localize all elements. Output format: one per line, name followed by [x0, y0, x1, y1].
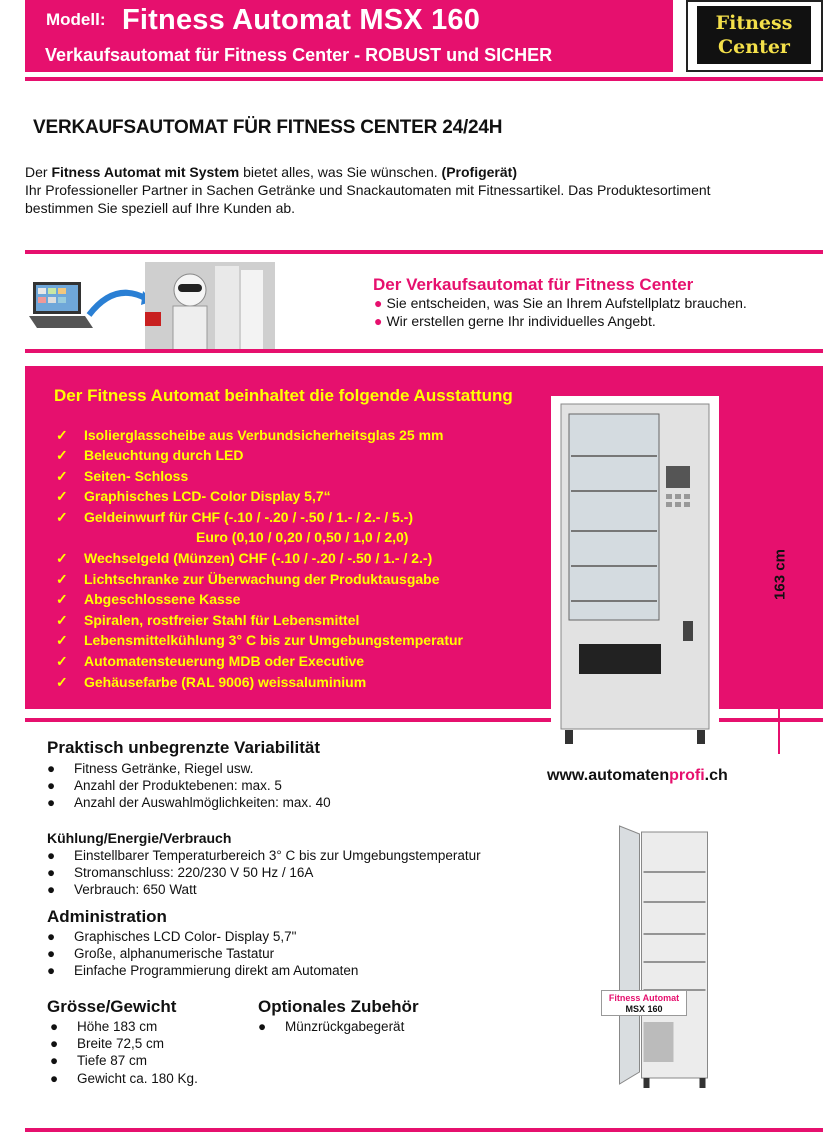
model-title: Fitness Automat MSX 160: [122, 4, 481, 36]
model-badge: Fitness Automat MSX 160: [601, 990, 687, 1016]
size-title: Grösse/Gewicht: [47, 997, 177, 1016]
spec-item: ● Stromanschluss: 220/230 V 50 Hz / 16A: [47, 865, 314, 880]
spec-item: ● Höhe 183 cm: [50, 1019, 158, 1034]
equipment-item: ✓ Geldeinwurf für CHF (-.10 / -.20 / -.50 / 1.- / 2.- / 5.-): [56, 509, 414, 525]
bullet-icon: ●: [47, 848, 56, 863]
bullet-icon: ●: [47, 795, 56, 810]
equipment-title: Der Fitness Automat beinhaltet die folgende Ausstattung: [54, 386, 513, 405]
bullet-icon: ●: [47, 946, 56, 961]
check-icon: ✓: [56, 571, 68, 587]
robot-illustration: [145, 262, 275, 350]
equipment-item: ✓ Gehäusefarbe (RAL 9006) weissaluminium: [56, 674, 367, 690]
bullet-icon: ●: [50, 1071, 59, 1086]
spec-item: ● Gewicht ca. 180 Kg.: [50, 1071, 198, 1086]
bullet-icon: ●: [47, 929, 56, 944]
spec-item: ● Einstellbarer Temperaturbereich 3° C bis zur Umgebungstemperatur: [47, 848, 481, 863]
open-vending-machine-image: [565, 822, 770, 1090]
spec-item: ● Verbrauch: 650 Watt: [47, 882, 197, 897]
administration-title: Administration: [47, 907, 167, 926]
check-icon: ✓: [56, 653, 68, 669]
bullet-icon: ●: [50, 1036, 59, 1051]
bullet-icon: ●: [50, 1019, 59, 1034]
vending-machine-image: [551, 396, 719, 751]
equipment-item: Euro (0,10 / 0,20 / 0,50 / 1,0 / 2,0): [196, 529, 409, 545]
cooling-title: Kühlung/Energie/Verbrauch: [47, 830, 232, 846]
main-heading: VERKAUFSAUTOMAT FÜR FITNESS CENTER 24/24H: [33, 117, 503, 138]
bullet-icon: ●: [47, 865, 56, 880]
promo-title: Der Verkaufsautomat für Fitness Center: [373, 275, 694, 294]
divider: [25, 250, 823, 254]
bullet-icon: ●: [47, 761, 56, 776]
intro-line1: Der Fitness Automat mit System bietet alles, was Sie wünschen. (Profigerät): [25, 164, 517, 180]
equipment-item: ✓ Abgeschlossene Kasse: [56, 591, 241, 607]
spec-item: ● Anzahl der Auswahlmöglichkeiten: max. 40: [47, 795, 331, 810]
bullet-icon: ●: [258, 1019, 267, 1034]
check-icon: ✓: [56, 674, 68, 690]
divider: [25, 77, 823, 81]
bullet-icon: ●: [374, 313, 383, 329]
equipment-item: ✓ Lebensmittelkühlung 3° C bis zur Umgebungstemperatur: [56, 632, 463, 648]
check-icon: ✓: [56, 591, 68, 607]
check-icon: ✓: [56, 468, 68, 484]
promo-bullet: ● Sie entscheiden, was Sie an Ihrem Aufstellplatz brauchen.: [374, 295, 747, 311]
bullet-icon: ●: [47, 963, 56, 978]
spec-item: ● Einfache Programmierung direkt am Automaten: [47, 963, 359, 978]
equipment-item: ✓ Automatensteuerung MDB oder Executive: [56, 653, 365, 669]
check-icon: ✓: [56, 488, 68, 504]
equipment-item: ✓ Wechselgeld (Münzen) CHF (-.10 / -.20 / -.50 / 1.- / 2.-): [56, 550, 433, 566]
spec-item: ● Breite 72,5 cm: [50, 1036, 165, 1051]
divider: [25, 349, 823, 353]
equipment-item: ✓ Beleuchtung durch LED: [56, 447, 244, 463]
divider: [25, 1128, 823, 1132]
check-icon: ✓: [56, 550, 68, 566]
check-icon: ✓: [56, 447, 68, 463]
spec-item: ● Anzahl der Produktebenen: max. 5: [47, 778, 282, 793]
check-icon: ✓: [56, 612, 68, 628]
model-subtitle: Verkaufsautomat für Fitness Center - ROBUST und SICHER: [45, 45, 553, 65]
bullet-icon: ●: [50, 1053, 59, 1068]
bullet-icon: ●: [47, 882, 56, 897]
website-link[interactable]: www.automatenprofi.ch: [547, 767, 728, 784]
bullet-icon: ●: [47, 778, 56, 793]
spec-item: ● Fitness Getränke, Riegel usw.: [47, 761, 254, 776]
variability-title: Praktisch unbegrenzte Variabilität: [47, 738, 321, 757]
check-icon: ✓: [56, 509, 68, 525]
equipment-item: ✓ Spiralen, rostfreier Stahl für Lebensmittel: [56, 612, 360, 628]
optional-title: Optionales Zubehör: [258, 997, 419, 1016]
equipment-item: ✓ Isolierglasscheibe aus Verbundsicherheitsglas 25 mm: [56, 427, 444, 443]
logo-text-line1: Fitness: [715, 12, 793, 34]
equipment-item: ✓ Lichtschranke zur Überwachung der Produktausgabe: [56, 571, 440, 587]
logo-text-line2: Center: [718, 36, 790, 58]
intro-line3: bestimmen Sie speziell auf Ihre Kunden ab.: [25, 200, 296, 216]
bullet-icon: ●: [374, 295, 383, 311]
promo-bullet: ● Wir erstellen gerne Ihr individuelles Angebt.: [374, 313, 656, 329]
equipment-item: ✓ Seiten- Schloss: [56, 468, 189, 484]
equipment-item: ✓ Graphisches LCD- Color Display 5,7“: [56, 488, 331, 504]
height-label: 163 cm: [771, 549, 789, 600]
spec-item: ● Graphisches LCD Color- Display 5,7": [47, 929, 297, 944]
spec-item: ● Tiefe 87 cm: [50, 1053, 148, 1068]
model-label: Modell:: [46, 10, 106, 29]
intro-line2: Ihr Professioneller Partner in Sachen Getränke und Snackautomaten mit Fitnessartikel. Das Produktesortiment: [25, 182, 711, 198]
check-icon: ✓: [56, 632, 68, 648]
check-icon: ✓: [56, 427, 68, 443]
spec-item: ● Große, alphanumerische Tastatur: [47, 946, 275, 961]
spec-item: ● Münzrückgabegerät: [258, 1019, 405, 1034]
